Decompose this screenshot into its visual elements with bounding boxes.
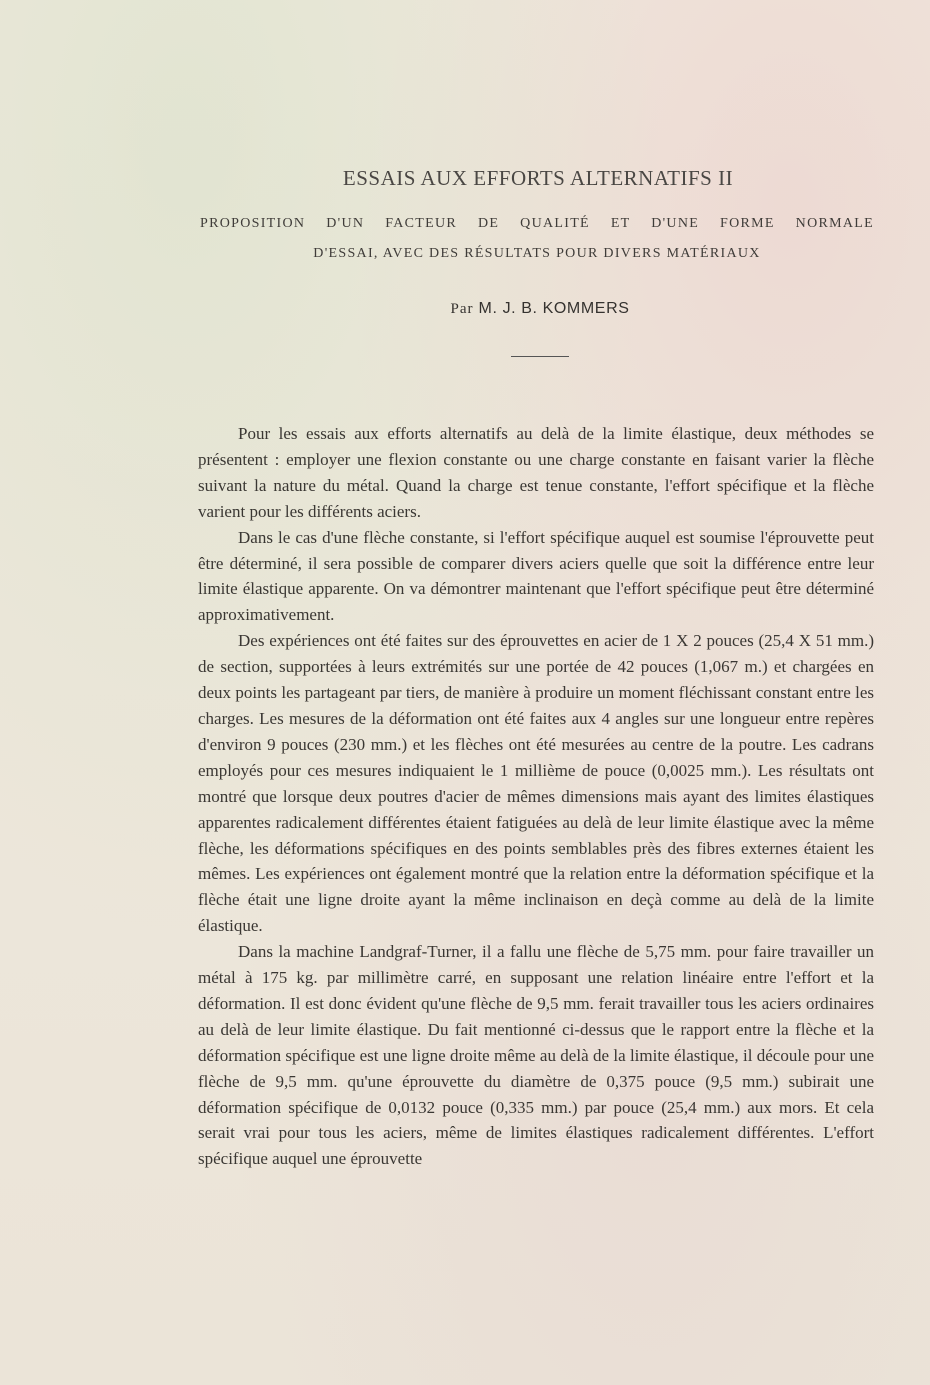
paragraph-3: Des expériences ont été faites sur des éprouvettes en acier de 1 X 2 pouces (25,4 X 51 mm.) de section, supportées à leurs extrémités sur une portée de 42 pouces (1,067 m.) et chargées en deux points les partageant par tiers, de manière à produire un moment fléchissant constant entre les charges. Les mesures de la déformation ont été faites aux 4 angles sur une longueur entre repères d'environ 9 pouces (230 mm.) et les flèches ont été mesurées au centre de la poutre. Les cadrans employés pour ces mesures indiquaient le 1 millième de pouce (0,0025 mm.). Les résultats ont montré que lorsque deux poutres d'acier de mêmes dimensions mais ayant des limites élastiques apparentes radicalement différentes étaient fatiguées au delà de leur limite élastique avec la même flèche, les déformations spécifiques en des points semblables près des fibres externes étaient les mêmes. Les expériences ont également montré que la relation entre la déformation spécifique et la flèche était une ligne droite ayant la même inclinaison en deçà comme au delà de la limite élastique. bbox=[198, 631, 874, 936]
paragraph-2: Dans le cas d'une flèche constante, si l'effort spécifique auquel est soumise l'éprouvette peut être déterminé, il sera possible de comparer divers aciers quelle que soit la différence entre leur limite élastique apparente. On va démontrer maintenant que l'effort spécifique peut être déterminé approximativement. bbox=[198, 527, 874, 625]
paragraph-4: Dans la machine Landgraf-Turner, il a fallu une flèche de 5,75 mm. pour faire travailler un métal à 175 kg. par millimètre carré, en supposant une relation linéaire entre l'effort et la déformation. Il est donc évident qu'une flèche de 9,5 mm. ferait travailler tous les aciers ordinaires au delà de leur limite élastique. Du fait mentionné ci-dessus que le rapport entre la flèche et la déformation spécifique est une ligne droite même au delà de la limite élastique, il découle pour une flèche de 9,5 mm. qu'une éprouvette du diamètre de 0,375 pouce (9,5 mm.) subirait une déformation spécifique de 0,0132 pouce (0,335 mm.) par pouce (25,4 mm.) aux mors. Et cela serait vrai pour tous les aciers, même de limites élastiques radicalement différentes. L'effort spécifique auquel une éprouvette bbox=[198, 942, 874, 1169]
article-subtitle-line-2: D'ESSAI, AVEC DES RÉSULTATS POUR DIVERS MATÉRIAUX bbox=[313, 246, 761, 261]
article-body bbox=[198, 421, 874, 1172]
paragraph-1: Pour les essais aux efforts alternatifs au delà de la limite élastique, deux méthodes se présentent : employer une flexion constante ou une charge constante en faisant varier la flèche suivant la nature du métal. Quand la charge est tenue constante, l'effort spécifique et la flèche varient pour les différents aciers. bbox=[198, 424, 874, 521]
author-line bbox=[0, 300, 930, 318]
article-subtitle-line-1: PROPOSITION D'UN FACTEUR DE QUALITÉ ET D'UNE FORME NORMALE bbox=[200, 216, 874, 231]
author-name: M. J. B. KOMMERS bbox=[478, 300, 630, 317]
article-title: ESSAIS AUX EFFORTS ALTERNATIFS II bbox=[342, 166, 734, 190]
title-separator-rule bbox=[511, 356, 569, 357]
author-prefix: Par bbox=[450, 301, 474, 317]
